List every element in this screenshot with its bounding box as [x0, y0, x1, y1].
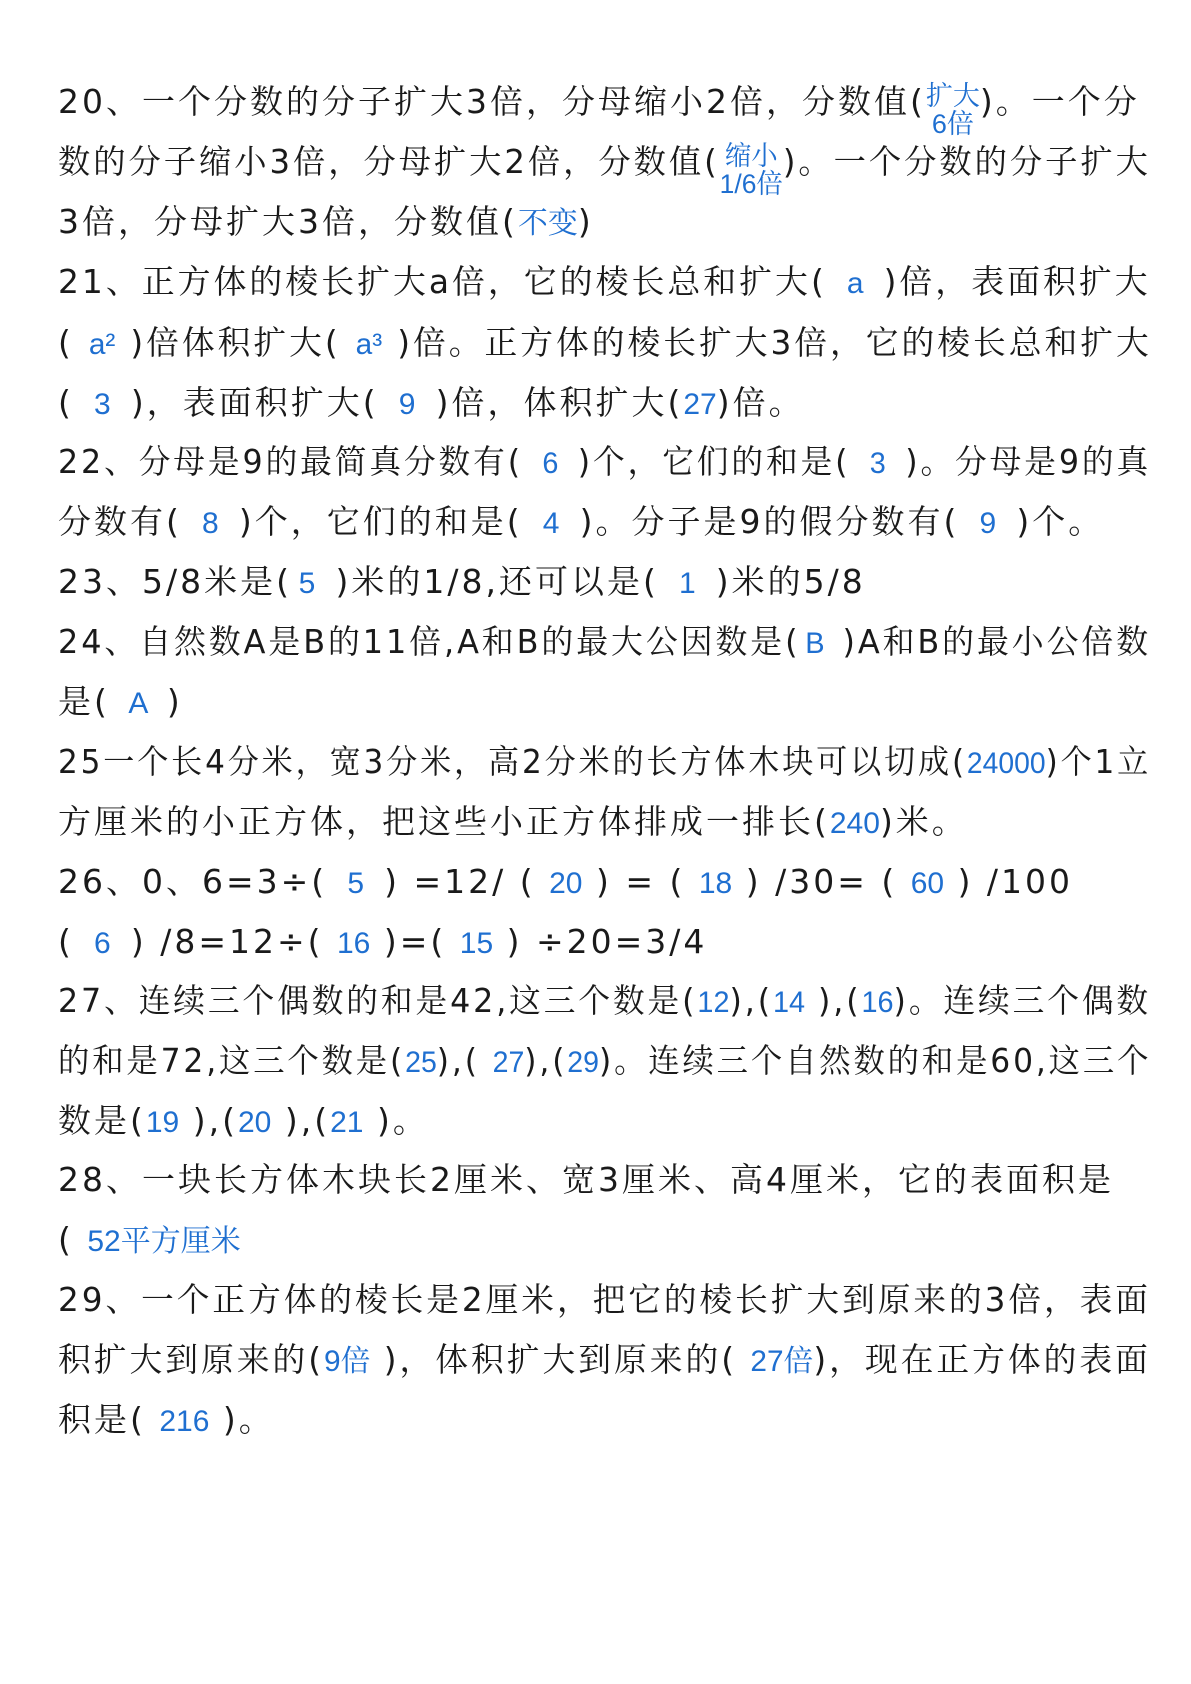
question-text: ) = ( [582, 862, 699, 901]
text-line [58, 562, 866, 604]
question-text: ),( [179, 1101, 238, 1140]
question-text: )倍，体积扩大( [422, 383, 684, 422]
question-text: )。连续三个偶数 [893, 981, 1151, 1020]
text-line [58, 1400, 275, 1442]
question-text: 3倍，分母扩大3倍，分数值( [58, 202, 518, 241]
question-text: )。一个分数的分子扩大 [782, 142, 1151, 181]
question-text: ( [58, 383, 88, 422]
text-line [58, 622, 1151, 664]
text-line [58, 922, 707, 964]
text-line [58, 442, 1151, 484]
question-text: )倍。 [716, 383, 805, 422]
text-line [58, 802, 968, 844]
question-text: ),( [524, 1041, 568, 1080]
question-text: )=( [370, 922, 460, 961]
answer-stack-part: 扩大 [925, 81, 980, 111]
question-text: ) [153, 682, 183, 721]
question-text: )米。 [879, 802, 968, 841]
question-text: ),( [271, 1101, 331, 1140]
answer: 27 [492, 1046, 525, 1079]
question-text: ) /8=12÷( [117, 922, 337, 961]
text-line [58, 682, 183, 724]
text-line [58, 262, 1151, 304]
answer: A [128, 687, 149, 720]
text-line [58, 1280, 1151, 1320]
answer: a³ [355, 328, 383, 361]
answer: 20 [237, 1106, 272, 1139]
question-text: 27、连续三个偶数的和是42,这三个数是( [58, 981, 698, 1020]
answer: 60 [910, 867, 945, 900]
question-text: )A和B的最小公倍数 [829, 622, 1152, 661]
text-line [58, 82, 1140, 138]
question-text: ),( [436, 1041, 493, 1080]
answer: 15 [459, 927, 494, 960]
question-text: 数是( [58, 1101, 146, 1140]
question-text: )个。 [1002, 502, 1105, 541]
text-line [58, 202, 594, 244]
question-text: )。分子是9的假分数有( [566, 502, 973, 541]
question-text: )倍体积扩大( [116, 323, 355, 362]
question-text: 28、一块长方体木块长2厘米、宽3厘米、高4厘米，它的表面积是 [58, 1160, 1114, 1199]
answer: 24000 [966, 747, 1046, 780]
question-text: )。 [363, 1101, 429, 1140]
answer: 12 [697, 986, 730, 1019]
question-text: 分数有( [58, 502, 196, 541]
question-text: )倍，表面积扩大 [870, 262, 1151, 301]
text-line [58, 383, 805, 425]
question-text: )。连续三个自然数的和是60,这三个 [598, 1041, 1152, 1080]
answer: 27倍 [750, 1345, 814, 1378]
question-text: 20、一个分数的分子扩大3倍，分母缩小2倍，分数值( [58, 82, 926, 121]
answer: 5 [298, 567, 316, 600]
text-line [58, 1041, 1151, 1083]
question-text: 24、自然数A是B的11倍,A和B的最大公因数是( [58, 622, 801, 661]
answer: 9 [398, 388, 416, 421]
question-text: )倍。正方体的棱长扩大3倍，它的棱长总和扩大 [383, 323, 1152, 362]
question-text: )米的5/8 [702, 562, 866, 601]
question-text: )，体积扩大到原来的( [370, 1340, 751, 1379]
question-text: 是( [58, 682, 124, 721]
question-text: ),( [805, 981, 862, 1020]
question-text: 25一个长4分米，宽3分米，高2分米的长方体木块可以切成( [58, 742, 967, 781]
question-text: 积扩大到原来的( [58, 1340, 324, 1379]
answer-stack-part: 1/6倍 [719, 169, 783, 199]
question-text: )，表面积扩大( [117, 383, 393, 422]
answer: 14 [772, 986, 806, 1019]
answer: 27 [683, 388, 717, 421]
answer-stacked [720, 142, 783, 198]
question-text: 23、5/8米是( [58, 562, 292, 601]
question-text: ),( [729, 981, 773, 1020]
question-text: ( [58, 922, 88, 961]
question-text: )。分母是9的真 [892, 442, 1152, 481]
text-line [58, 502, 1104, 544]
answer: 5 [347, 867, 364, 900]
answer: 3 [94, 388, 111, 421]
text-line [58, 981, 1151, 1023]
answer: 9倍 [323, 1345, 371, 1378]
question-text: ) [577, 202, 594, 241]
question-text: )个，它们的和是( [225, 502, 537, 541]
answer: 9 [979, 507, 997, 540]
question-text: 21、正方体的棱长扩大a倍，它的棱长总和扩大( [58, 262, 841, 301]
answer: 6 [94, 927, 111, 960]
question-text: 积是( [58, 1400, 160, 1439]
answer: 21 [330, 1106, 364, 1139]
answer: B [805, 627, 825, 660]
answer: 240 [829, 807, 880, 840]
question-text: )个1立 [1045, 742, 1152, 781]
answer: 4 [542, 507, 560, 540]
answer: 216 [159, 1405, 210, 1438]
question-text: )。一个分 [979, 82, 1140, 121]
answer: a [846, 267, 864, 300]
question-text: )，现在正方体的表面 [813, 1340, 1151, 1379]
answer: 52平方厘米 [87, 1225, 241, 1258]
answer: 1 [678, 567, 696, 600]
question-text: 22、分母是9的最简真分数有( [58, 442, 536, 481]
question-text: 数的分子缩小3倍，分母扩大2倍，分数值( [58, 142, 720, 181]
answer: 29 [567, 1046, 599, 1079]
answer: 25 [405, 1046, 437, 1079]
question-text: 26、0、6=3÷( [58, 862, 341, 901]
answer: 6 [542, 447, 559, 480]
answer: 18 [698, 867, 733, 900]
question-text: 方厘米的小正方体，把这些小正方体排成一排长( [58, 802, 830, 841]
answer: 不变 [517, 207, 578, 240]
answer: a² [88, 328, 116, 361]
answer: 16 [337, 927, 371, 960]
question-text: )个，它们的和是( [564, 442, 864, 481]
question-text: )。 [209, 1400, 275, 1439]
text-line [58, 1101, 429, 1143]
text-line [58, 323, 1152, 365]
text-line [58, 1160, 1114, 1200]
question-text: 的和是72,这三个数是( [58, 1041, 406, 1080]
question-text: ( [58, 323, 88, 362]
answer: 19 [145, 1106, 180, 1139]
answer: 20 [549, 867, 583, 900]
question-text: ) ÷20=3/4 [493, 922, 708, 961]
text-line [58, 142, 1151, 198]
answer-stacked [926, 82, 980, 138]
question-text: ) /30= ( [732, 862, 911, 901]
question-text: 29、一个正方体的棱长是2厘米，把它的棱长扩大到原来的3倍，表面 [58, 1280, 1151, 1319]
answer-stack-part: 缩小 [724, 141, 778, 171]
answer: 8 [202, 507, 219, 540]
text-line [58, 742, 1151, 784]
text-line [58, 1340, 1151, 1382]
answer: 3 [869, 447, 886, 480]
answer: 16 [861, 986, 894, 1019]
question-text: ) /100 [944, 862, 1074, 901]
answer-stack-part: 6倍 [931, 109, 974, 139]
question-text: ( [58, 1220, 88, 1259]
text-line [58, 1220, 241, 1262]
question-text: ) =12/ ( [370, 862, 550, 901]
question-text: )米的1/8,还可以是( [321, 562, 673, 601]
text-line [58, 862, 1073, 904]
